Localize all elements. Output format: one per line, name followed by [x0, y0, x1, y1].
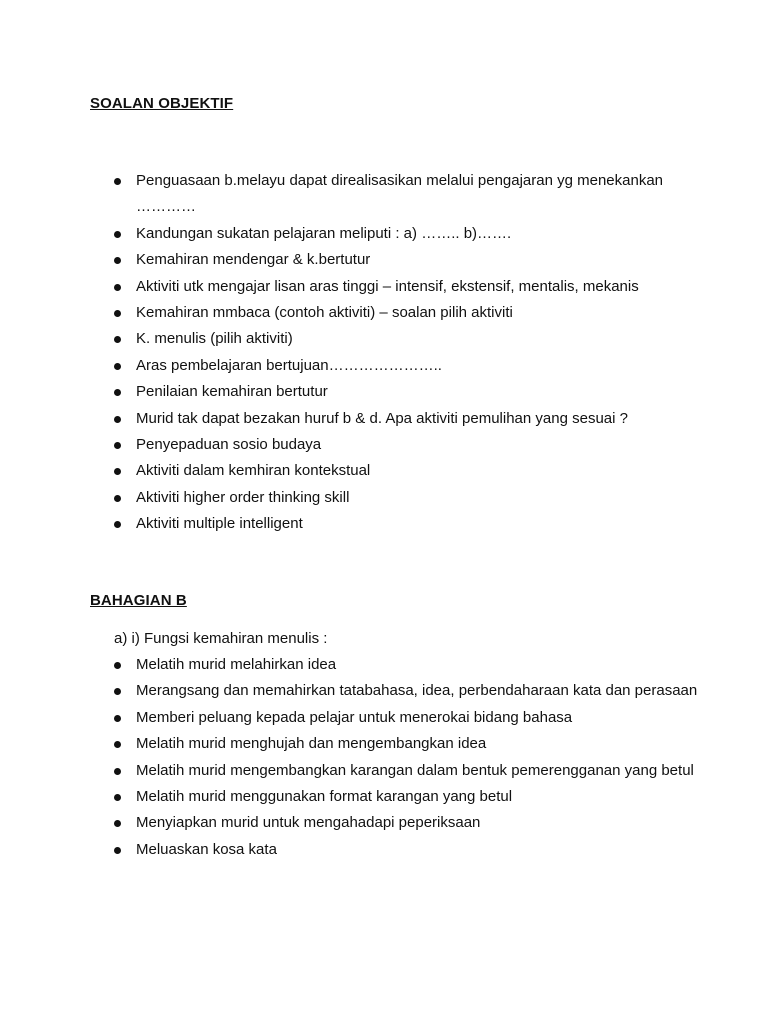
list-item — [0, 379, 768, 405]
bullet-icon — [114, 257, 121, 264]
bullet-icon — [114, 820, 121, 827]
list-item-text: Penguasaan b.melayu dapat direalisasikan melalui pengajaran yg menekankan ………… — [136, 172, 664, 216]
list-item-text: Meluaskan kosa kata — [136, 840, 277, 858]
bullet-icon — [114, 495, 121, 502]
list-item — [0, 274, 768, 300]
section-a-heading: SOALAN OBJEKTIF — [90, 95, 234, 112]
list-item — [0, 406, 768, 432]
list-item — [0, 485, 768, 511]
list-item-text: Penyepaduan sosio budaya — [136, 436, 322, 454]
list-item — [0, 784, 768, 810]
bullet-icon — [114, 389, 121, 396]
bullet-icon — [114, 794, 121, 801]
list-item-text: Melatih murid menghujah dan mengembangkan idea — [136, 735, 487, 753]
list-item — [0, 837, 768, 863]
bullet-icon — [114, 741, 121, 748]
list-item-text: Aktiviti dalam kemhiran kontekstual — [136, 462, 371, 480]
list-item — [0, 221, 768, 247]
bullet-icon — [114, 336, 121, 343]
list-item-text: Kemahiran mendengar & k.bertutur — [136, 251, 371, 269]
list-item — [0, 705, 768, 731]
list-item-text: Aktiviti multiple intelligent — [136, 515, 303, 533]
list-item — [0, 731, 768, 757]
bullet-icon — [114, 688, 121, 695]
list-item — [0, 432, 768, 458]
section-b-list — [0, 652, 768, 863]
list-item — [0, 300, 768, 326]
list-item — [0, 247, 768, 273]
bullet-icon — [114, 363, 121, 370]
list-item-text: Melatih murid menggunakan format karangan yang betul — [136, 788, 513, 806]
list-item — [0, 353, 768, 379]
bullet-icon — [114, 442, 121, 449]
list-item — [0, 810, 768, 836]
list-item — [0, 326, 768, 352]
list-item-text: Aras pembelajaran bertujuan………………….. — [136, 356, 442, 374]
list-item-text: Melatih murid mengembangkan karangan dalam bentuk pemerengganan yang betul — [136, 761, 694, 779]
list-item-text: Aktiviti utk mengajar lisan aras tinggi – intensif, ekstensif, mentalis, mekanis — [136, 277, 639, 295]
list-item-text: Melatih murid melahirkan idea — [136, 656, 337, 673]
list-item-text: Kemahiran mmbaca (contoh aktiviti) – soalan pilih aktiviti — [136, 304, 513, 322]
list-item — [0, 168, 768, 221]
bullet-icon — [114, 231, 121, 238]
list-item-text: Penilaian kemahiran bertutur — [136, 383, 328, 401]
list-item — [0, 758, 768, 784]
list-item-text: Kandungan sukatan pelajaran meliputi : a) …….. b)……. — [136, 224, 512, 242]
section-a-list — [0, 168, 768, 538]
bullet-icon — [114, 284, 121, 291]
list-item — [0, 678, 768, 704]
bullet-icon — [114, 662, 121, 669]
bullet-icon — [114, 768, 121, 775]
list-item-text: Aktiviti higher order thinking skill — [136, 488, 350, 506]
list-item-text: Murid tak dapat bezakan huruf b & d. Apa aktiviti pemulihan yang sesuai ? — [136, 409, 628, 427]
bullet-icon — [114, 416, 121, 423]
list-item-text: Memberi peluang kepada pelajar untuk menerokai bidang bahasa — [136, 708, 573, 726]
section-b-subheading: a) i) Fungsi kemahiran menulis : — [114, 630, 328, 647]
bullet-icon — [114, 847, 121, 854]
bullet-icon — [114, 178, 121, 185]
bullet-icon — [114, 310, 121, 317]
list-item-text: Merangsang dan memahirkan tatabahasa, idea, perbendaharaan kata dan perasaan — [136, 682, 698, 700]
list-item — [0, 511, 768, 537]
bullet-icon — [114, 521, 121, 528]
list-item-text: Menyiapkan murid untuk mengahadapi peperiksaan — [136, 814, 481, 832]
bullet-icon — [114, 715, 121, 722]
list-item — [0, 652, 768, 678]
list-item — [0, 458, 768, 484]
section-b-heading: BAHAGIAN B — [90, 592, 187, 609]
bullet-icon — [114, 468, 121, 475]
list-item-text: K. menulis (pilih aktiviti) — [136, 330, 293, 348]
